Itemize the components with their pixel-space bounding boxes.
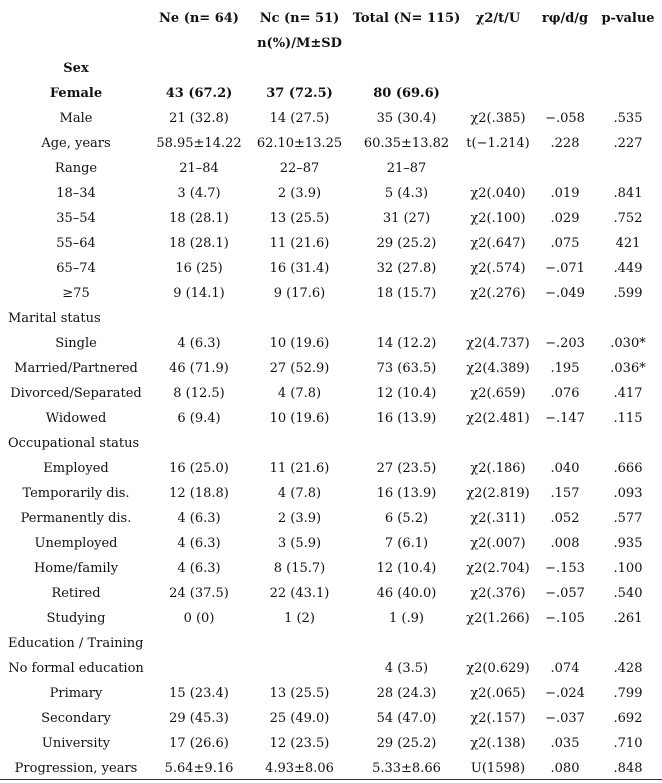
cell-nc: 4 (7.8) (277, 386, 322, 401)
cell-nc (248, 56, 351, 81)
cell-nc: 9 (17.6) (273, 286, 326, 301)
cell-total: 4 (3.5) (384, 661, 429, 676)
row-label: 18–34 (56, 186, 96, 201)
cell-test: χ2(.276) (470, 286, 526, 301)
cell-pvalue: .666 (613, 461, 643, 476)
cell-total: 5.33±8.66 (372, 761, 441, 776)
cell-test: χ2(2.481) (466, 411, 530, 426)
cell-test: χ2(0.629) (466, 661, 530, 676)
row-label: Age, years (41, 136, 111, 151)
cell-test: χ2(.007) (470, 536, 526, 551)
cell-test (462, 56, 534, 81)
cell-pvalue: .093 (613, 486, 643, 501)
cell-ne: 3 (4.7) (177, 186, 221, 201)
row-label: Sex (63, 61, 89, 76)
cell-pvalue: .428 (613, 661, 643, 676)
table-row (2, 581, 660, 606)
header-total: Total (N= 115) (352, 11, 461, 26)
table-bottom-rule (0, 779, 662, 780)
cell-ne: 21 (32.8) (169, 111, 229, 126)
cell-test (462, 306, 534, 331)
row-label: Temporarily dis. (22, 486, 130, 501)
row-label: Permanently dis. (20, 511, 132, 526)
cell-pvalue: .752 (613, 211, 643, 226)
cell-nc: 25 (49.0) (269, 711, 330, 726)
cell-ne: 9 (14.1) (173, 286, 225, 301)
table-row (2, 156, 660, 181)
cell-nc: 2 (3.9) (277, 511, 322, 526)
row-label: Studying (46, 611, 106, 626)
row-label: Divorced/Separated (10, 386, 142, 401)
cell-ne: 15 (23.4) (169, 686, 229, 701)
row-label: Progression, years (14, 761, 138, 776)
row-label: Home/family (33, 561, 119, 576)
cell-effect (534, 631, 596, 656)
cell-effect: .228 (550, 136, 580, 151)
cell-test: χ2(2.704) (466, 561, 530, 576)
cell-total (351, 56, 462, 81)
cell-pvalue: .535 (613, 111, 643, 126)
cell-total: 28 (24.3) (376, 686, 437, 701)
row-label: Male (59, 111, 93, 126)
header-effect: rφ/d/g (541, 11, 589, 26)
cell-ne: 58.95±14.22 (156, 136, 242, 151)
subheader-blank-6 (596, 31, 660, 56)
cell-total: 29 (25.2) (376, 736, 437, 751)
cell-nc: 27 (52.9) (269, 361, 330, 376)
subheader-units: n(%)/M±SD (257, 36, 342, 51)
cell-effect: .019 (550, 186, 580, 201)
row-label: Range (54, 161, 98, 176)
cell-total (351, 306, 462, 331)
cell-ne: 8 (12.5) (173, 386, 225, 401)
cell-test: χ2(.385) (470, 111, 526, 126)
cell-test: χ2(4.737) (466, 336, 530, 351)
cell-nc: 37 (72.5) (266, 86, 333, 101)
cell-nc: 14 (27.5) (269, 111, 330, 126)
header-blank (2, 6, 150, 31)
cell-test: χ2(.647) (470, 236, 526, 251)
table-row (2, 606, 660, 631)
cell-pvalue: .115 (613, 411, 643, 426)
table-row (2, 181, 660, 206)
header-nc: Nc (n= 51) (259, 11, 340, 26)
cell-ne: 18 (28.1) (169, 211, 229, 226)
cell-effect (534, 156, 596, 181)
cell-total: 6 (5.2) (384, 511, 429, 526)
cell-total: 12 (10.4) (376, 561, 437, 576)
row-label: Education / Training (8, 636, 144, 651)
cell-pvalue: .449 (613, 261, 643, 276)
cell-nc (248, 431, 351, 456)
cell-effect: −.024 (545, 686, 585, 701)
cell-ne: 4 (6.3) (177, 336, 221, 351)
cell-nc: 13 (25.5) (269, 211, 330, 226)
cell-pvalue: .417 (613, 386, 643, 401)
row-label: Retired (51, 586, 101, 601)
cell-ne: 16 (25.0) (169, 461, 229, 476)
table-row (2, 481, 660, 506)
cell-ne: 4 (6.3) (177, 511, 221, 526)
header-row (2, 6, 660, 31)
cell-total: 14 (12.2) (376, 336, 437, 351)
table-row (2, 281, 660, 306)
cell-test: χ2(.659) (470, 386, 526, 401)
cell-effect: .074 (550, 661, 580, 676)
cell-nc: 10 (19.6) (269, 336, 330, 351)
cell-nc: 62.10±13.25 (256, 136, 343, 151)
cell-test: χ2(.574) (470, 261, 526, 276)
cell-effect: .035 (550, 736, 580, 751)
row-label: 55–64 (56, 236, 96, 251)
cell-total: 12 (10.4) (376, 386, 437, 401)
row-label: Employed (43, 461, 109, 476)
cell-nc: 13 (25.5) (269, 686, 330, 701)
cell-nc: 3 (5.9) (277, 536, 322, 551)
cell-pvalue: .935 (613, 536, 643, 551)
cell-test: χ2(.311) (470, 511, 526, 526)
cell-nc: 11 (21.6) (269, 236, 330, 251)
cell-ne: 43 (67.2) (165, 86, 233, 101)
table-row (2, 681, 660, 706)
cell-effect: −.057 (545, 586, 585, 601)
cell-total: 73 (63.5) (376, 361, 437, 376)
cell-ne (150, 431, 248, 456)
cell-ne: 12 (18.8) (169, 486, 229, 501)
cell-pvalue (596, 431, 660, 456)
cell-ne: 4 (6.3) (177, 536, 221, 551)
cell-effect: −.105 (545, 611, 585, 626)
cell-total: 54 (47.0) (376, 711, 437, 726)
row-label: 35–54 (56, 211, 96, 226)
table-row (2, 756, 660, 781)
cell-nc: 4 (7.8) (277, 486, 322, 501)
cell-pvalue (596, 156, 660, 181)
cell-nc (248, 656, 351, 681)
cell-test: χ2(.100) (470, 211, 526, 226)
cell-total: 5 (4.3) (384, 186, 429, 201)
table-row (2, 331, 660, 356)
cell-test: χ2(.186) (470, 461, 526, 476)
cell-ne: 6 (9.4) (177, 411, 221, 426)
table-row (2, 456, 660, 481)
cell-test (462, 81, 534, 106)
cell-ne: 4 (6.3) (177, 561, 221, 576)
cell-pvalue: .036* (610, 361, 646, 376)
cell-ne: 46 (71.9) (169, 361, 229, 376)
cell-ne: 17 (26.6) (169, 736, 229, 751)
cell-pvalue: .227 (613, 136, 643, 151)
cell-pvalue: .577 (613, 511, 643, 526)
row-label: Unemployed (34, 536, 118, 551)
cell-pvalue: 421 (615, 236, 641, 251)
table-row (2, 506, 660, 531)
cell-effect: −.153 (545, 561, 585, 576)
row-label: University (41, 736, 111, 751)
row-label: Single (55, 336, 97, 351)
cell-total: 32 (27.8) (376, 261, 437, 276)
table-row (2, 131, 660, 156)
cell-total: 46 (40.0) (376, 586, 437, 601)
cell-total (351, 431, 462, 456)
cell-pvalue (596, 631, 660, 656)
subheader-blank-5 (534, 31, 596, 56)
cell-ne (150, 56, 248, 81)
cell-nc: 16 (31.4) (269, 261, 330, 276)
table-row (2, 706, 660, 731)
cell-ne: 16 (25) (175, 261, 223, 276)
cell-pvalue: .100 (613, 561, 643, 576)
cell-test: χ2(.138) (470, 736, 526, 751)
cell-nc: 12 (23.5) (269, 736, 330, 751)
cell-test (462, 431, 534, 456)
cell-pvalue: .848 (613, 761, 643, 776)
table-row (2, 56, 660, 81)
cell-effect: −.147 (545, 411, 585, 426)
cell-test: χ2(1.266) (466, 611, 530, 626)
cell-effect: .075 (550, 236, 580, 251)
cell-pvalue: .710 (613, 736, 643, 751)
cell-total: 7 (6.1) (384, 536, 429, 551)
cell-nc: 8 (15.7) (273, 561, 326, 576)
cell-total: 31 (27) (382, 211, 431, 226)
table-row (2, 431, 660, 456)
cell-nc: 4.93±8.06 (265, 761, 334, 776)
cell-effect: .080 (550, 761, 580, 776)
cell-pvalue: .799 (613, 686, 643, 701)
cell-ne: 21–84 (179, 161, 219, 176)
cell-nc: 11 (21.6) (269, 461, 330, 476)
cell-effect (534, 81, 596, 106)
table-row (2, 656, 660, 681)
cell-total: 60.35±13.82 (363, 136, 450, 151)
row-label: Female (49, 86, 103, 101)
subheader-blank (2, 31, 150, 56)
table-row (2, 356, 660, 381)
cell-pvalue: .841 (613, 186, 643, 201)
row-label: Occupational status (8, 436, 140, 451)
cell-test (462, 156, 534, 181)
cell-nc: 22 (43.1) (269, 586, 330, 601)
cell-pvalue: .261 (613, 611, 643, 626)
cell-ne (150, 631, 248, 656)
cell-test: χ2(.040) (470, 186, 526, 201)
cell-test: χ2(2.819) (466, 486, 530, 501)
cell-total: 35 (30.4) (376, 111, 437, 126)
cell-effect (534, 56, 596, 81)
cell-nc: 2 (3.9) (277, 186, 322, 201)
cell-pvalue: .030* (610, 336, 646, 351)
cell-test: χ2(.065) (470, 686, 526, 701)
table-row (2, 406, 660, 431)
table-row (2, 256, 660, 281)
cell-effect: .195 (550, 361, 580, 376)
cell-nc: 10 (19.6) (269, 411, 330, 426)
cell-total: 18 (15.7) (376, 286, 437, 301)
table-row (2, 231, 660, 256)
row-label: No formal education (8, 661, 144, 676)
cell-pvalue (596, 56, 660, 81)
cell-ne: 0 (0) (183, 611, 215, 626)
subheader-blank-3 (351, 31, 462, 56)
cell-effect: .157 (550, 486, 580, 501)
cell-pvalue: .692 (613, 711, 643, 726)
cell-effect: −.037 (545, 711, 585, 726)
cell-ne: 29 (45.3) (169, 711, 229, 726)
cell-pvalue (596, 81, 660, 106)
cell-test: χ2(4.389) (466, 361, 530, 376)
cell-pvalue: .599 (613, 286, 643, 301)
cell-effect (534, 306, 596, 331)
subheader-blank-4 (462, 31, 534, 56)
row-label: Marital status (8, 311, 101, 326)
table-row (2, 531, 660, 556)
header-ne: Ne (n= 64) (159, 11, 239, 26)
subheader-row (2, 31, 660, 56)
cell-test: χ2(.157) (470, 711, 526, 726)
cell-effect: .008 (550, 536, 580, 551)
header-pvalue: p-value (601, 11, 655, 26)
cell-total: 16 (13.9) (376, 411, 437, 426)
table-row (2, 381, 660, 406)
cell-test (462, 631, 534, 656)
cell-nc: 22–87 (279, 161, 320, 176)
cell-total: 21–87 (386, 161, 427, 176)
cell-total: 29 (25.2) (376, 236, 437, 251)
cell-test: U(1598) (470, 761, 526, 776)
cell-total: 27 (23.5) (376, 461, 437, 476)
cell-nc (248, 631, 351, 656)
cell-pvalue: .540 (613, 586, 643, 601)
cell-effect: −.071 (545, 261, 585, 276)
demographics-table (2, 6, 660, 781)
header-test: χ2/t/U (475, 11, 521, 26)
table-row (2, 731, 660, 756)
table-row (2, 106, 660, 131)
cell-effect: −.049 (545, 286, 585, 301)
cell-ne: 24 (37.5) (169, 586, 229, 601)
table-row (2, 306, 660, 331)
cell-total: 1 (.9) (389, 611, 424, 626)
row-label: Married/Partnered (14, 361, 138, 376)
table-row (2, 206, 660, 231)
row-label: Secondary (41, 711, 111, 726)
cell-test: χ2(.376) (470, 586, 526, 601)
cell-total (351, 631, 462, 656)
cell-effect: −.203 (545, 336, 585, 351)
cell-effect: .076 (550, 386, 580, 401)
row-label: Widowed (45, 411, 107, 426)
row-label: ≥75 (62, 286, 90, 301)
cell-ne: 5.64±9.16 (164, 761, 234, 776)
cell-nc: 1 (2) (284, 611, 315, 626)
cell-effect: .052 (550, 511, 580, 526)
cell-ne (150, 306, 248, 331)
table-row (2, 556, 660, 581)
cell-effect: .040 (550, 461, 580, 476)
cell-pvalue (596, 306, 660, 331)
cell-effect: −.058 (545, 111, 585, 126)
table-row (2, 81, 660, 106)
cell-ne: 18 (28.1) (169, 236, 229, 251)
cell-total: 80 (69.6) (373, 86, 440, 101)
cell-total: 16 (13.9) (376, 486, 437, 501)
cell-effect: .029 (550, 211, 580, 226)
row-label: Primary (49, 686, 103, 701)
cell-test: t(−1.214) (466, 136, 530, 151)
cell-nc (248, 306, 351, 331)
table-row (2, 631, 660, 656)
row-label: 65–74 (56, 261, 96, 276)
subheader-blank-2 (150, 31, 248, 56)
cell-effect (534, 431, 596, 456)
cell-ne (150, 656, 248, 681)
